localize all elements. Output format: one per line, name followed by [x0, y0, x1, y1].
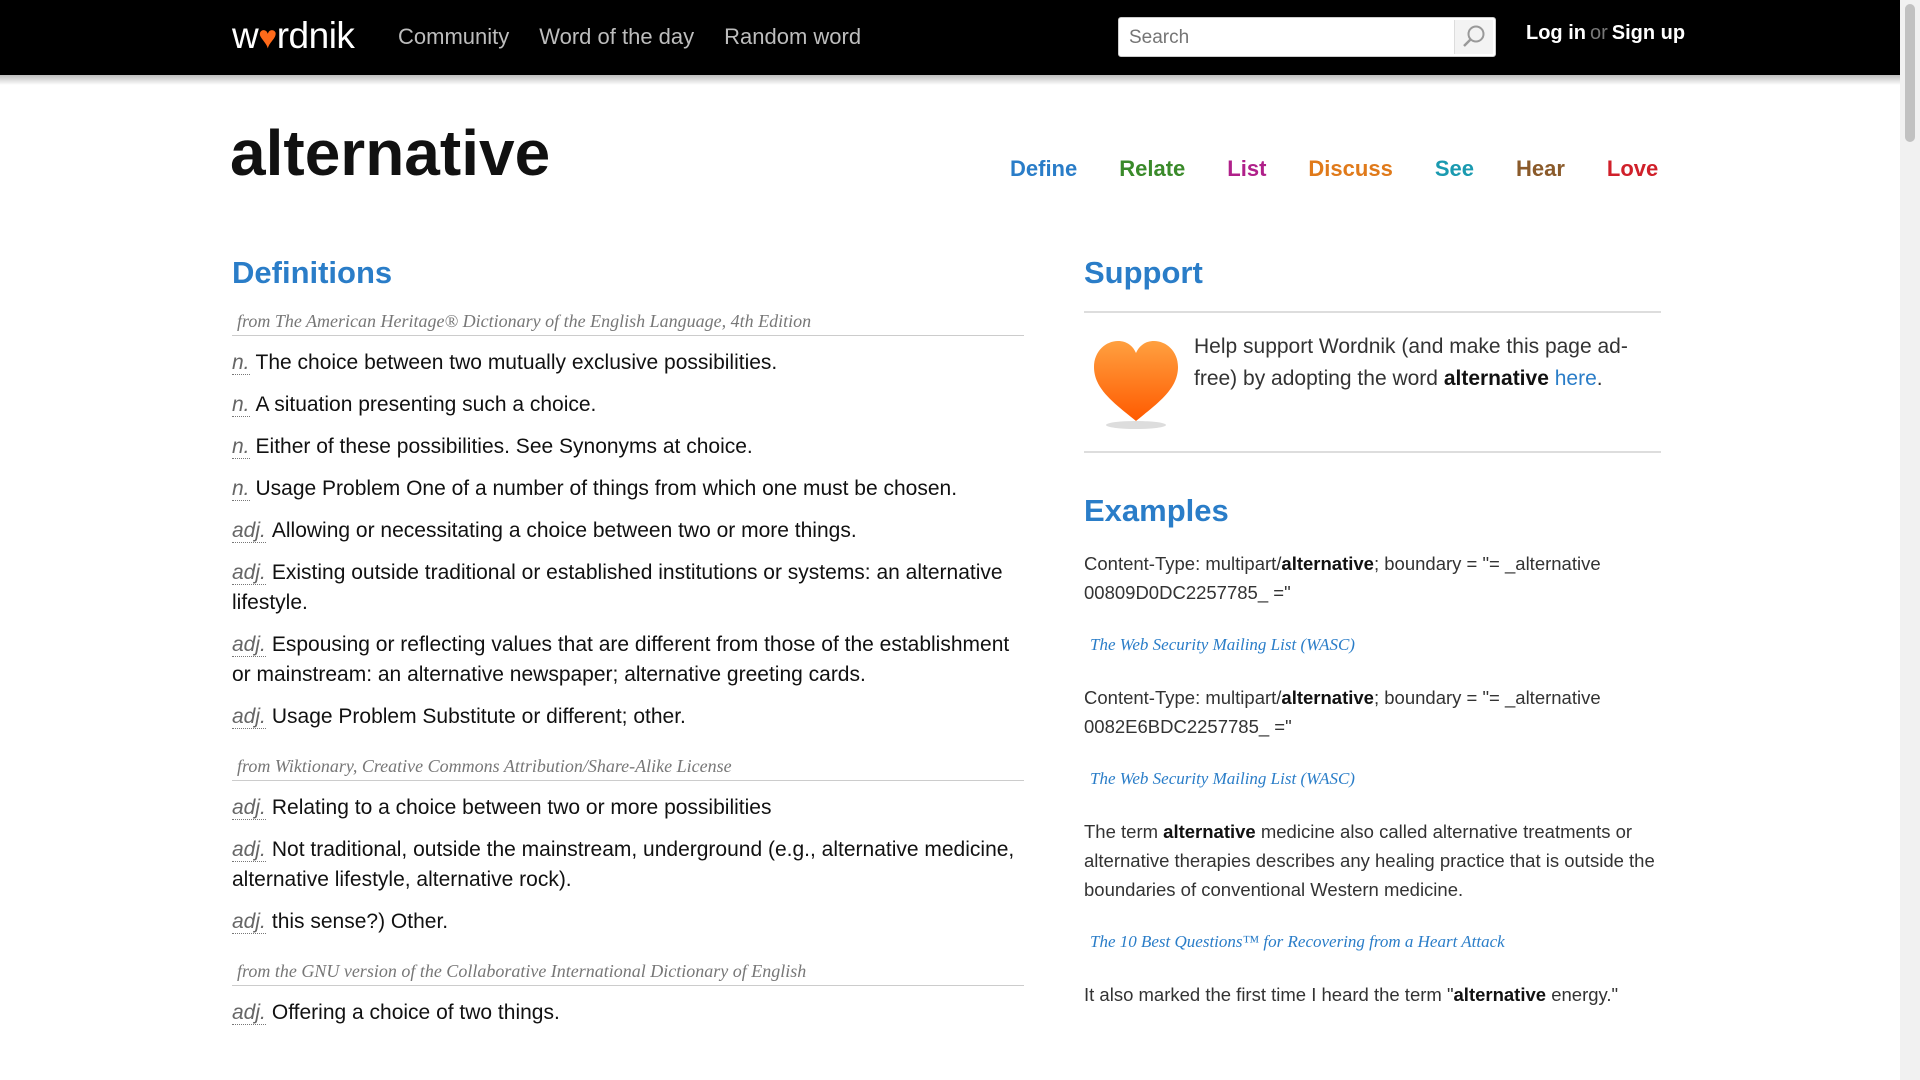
- example-text: [1084, 980, 1661, 1009]
- auth-or: or: [1589, 22, 1608, 44]
- definition-source: from the GNU version of the Collaborative International Dictionary of English: [232, 961, 1024, 986]
- support-text: [1194, 331, 1661, 431]
- definition-item: [232, 474, 1024, 504]
- example-before: The term: [1084, 821, 1164, 842]
- tab-relate[interactable]: Relate: [1119, 156, 1186, 181]
- part-of-speech[interactable]: n.: [232, 351, 250, 374]
- example-source-link[interactable]: The Web Security Mailing List (WASC): [1090, 769, 1355, 788]
- example-source-link[interactable]: The 10 Best Questions™ for Recovering from a Heart Attack: [1090, 932, 1505, 951]
- search-button[interactable]: [1454, 20, 1493, 54]
- nav-community[interactable]: Community: [398, 24, 510, 49]
- part-of-speech[interactable]: n.: [232, 393, 250, 416]
- part-of-speech[interactable]: adj.: [232, 838, 266, 861]
- support-message: Help support Wordnik (and make this page ad-free) by adopting the word: [1194, 335, 1628, 390]
- search-icon: [1461, 24, 1487, 50]
- example-after: ; boundary = "= _alternative 0082E6BDC2257785_ =": [1084, 687, 1601, 737]
- definition-text: Either of these possibilities. See Synonyms at choice.: [255, 435, 753, 458]
- definition-item: [232, 793, 1024, 823]
- example-source-link[interactable]: The Web Security Mailing List (WASC): [1090, 635, 1355, 654]
- tab-list[interactable]: List: [1227, 156, 1267, 181]
- example-text: [1084, 683, 1661, 741]
- part-of-speech[interactable]: n.: [232, 435, 250, 458]
- part-of-speech[interactable]: adj.: [232, 1001, 266, 1024]
- sidebar-column: [1084, 255, 1661, 1037]
- definition-source: from Wiktionary, Creative Commons Attribution/Share-Alike License: [232, 756, 1024, 781]
- tab-define[interactable]: Define: [1010, 156, 1078, 181]
- definition-item: [232, 907, 1024, 937]
- example-word: alternative: [1281, 553, 1374, 574]
- logo-text-start: w: [232, 15, 259, 56]
- tab-see[interactable]: See: [1434, 156, 1474, 181]
- part-of-speech[interactable]: adj.: [232, 633, 266, 656]
- nav-word-of-the-day[interactable]: Word of the day: [539, 24, 695, 49]
- signup-link[interactable]: Sign up: [1611, 22, 1686, 44]
- tab-discuss[interactable]: Discuss: [1308, 156, 1393, 181]
- top-navigation-bar: [0, 0, 1900, 75]
- login-link[interactable]: Log in: [1526, 22, 1586, 44]
- support-word: alternative: [1443, 367, 1549, 390]
- example-text: [1084, 817, 1661, 904]
- definition-text: Espousing or reflecting values that are different from those of the establishment or mainstream: an alternative newspaper; alternative greeting cards.: [232, 633, 1010, 686]
- word-tabs: [1010, 156, 1658, 182]
- tab-love[interactable]: Love: [1606, 156, 1659, 181]
- scrollbar-thumb[interactable]: [1905, 4, 1915, 142]
- definition-text: The choice between two mutually exclusive possibilities.: [255, 351, 778, 374]
- support-box: [1084, 311, 1661, 453]
- definition-item: [232, 432, 1024, 462]
- definition-group: [232, 311, 1024, 732]
- heart-icon: [1084, 331, 1194, 431]
- part-of-speech[interactable]: adj.: [232, 561, 266, 584]
- definition-item: [232, 630, 1024, 690]
- auth-links: [1526, 22, 1685, 45]
- definition-text: Usage Problem Substitute or different; other.: [271, 705, 686, 728]
- wordnik-logo[interactable]: [232, 16, 354, 56]
- definition-text: A situation presenting such a choice.: [255, 393, 597, 416]
- definition-item: [232, 516, 1024, 546]
- page-scrollbar[interactable]: [1900, 0, 1920, 1080]
- part-of-speech[interactable]: adj.: [232, 705, 266, 728]
- search-input[interactable]: [1127, 22, 1451, 54]
- logo-heart-icon: ♥: [258, 19, 277, 55]
- definition-text: Relating to a choice between two or more possibilities: [271, 796, 772, 819]
- example-after: medicine also called alternative treatments or alternative therapies describes any healing practice that is outside the boundaries of conventional Western medicine.: [1084, 821, 1655, 900]
- definition-text: Existing outside traditional or established institutions or systems: an alternative lifestyle.: [232, 561, 1003, 614]
- definition-text: Allowing or necessitating a choice between two or more things.: [271, 519, 857, 542]
- example-after: energy.": [1546, 984, 1619, 1005]
- nav-random-word[interactable]: Random word: [724, 24, 862, 49]
- definition-text: Offering a choice of two things.: [271, 1001, 560, 1024]
- adopt-word-link[interactable]: here: [1554, 367, 1597, 390]
- page-title: alternative: [230, 117, 551, 189]
- definition-item: [232, 998, 1024, 1028]
- definition-item: [232, 558, 1024, 618]
- example-before: Content-Type: multipart/: [1084, 553, 1282, 574]
- part-of-speech[interactable]: adj.: [232, 519, 266, 542]
- tab-hear[interactable]: Hear: [1515, 156, 1565, 181]
- logo-text-end: rdnik: [276, 15, 355, 56]
- main-nav: [398, 24, 861, 50]
- definition-item: [232, 390, 1024, 420]
- part-of-speech[interactable]: adj.: [232, 796, 266, 819]
- support-period: .: [1596, 367, 1603, 390]
- header-shadow: [0, 75, 1900, 85]
- definition-source: from The American Heritage® Dictionary of the English Language, 4th Edition: [232, 311, 1024, 336]
- example-text: [1084, 549, 1661, 607]
- definition-group: [232, 961, 1024, 1028]
- definition-item: [232, 348, 1024, 378]
- definition-group: [232, 756, 1024, 937]
- example-word: alternative: [1281, 687, 1374, 708]
- example-before: It also marked the first time I heard the term ": [1084, 984, 1454, 1005]
- search-box: [1118, 17, 1496, 57]
- part-of-speech[interactable]: n.: [232, 477, 250, 500]
- definition-text: Usage Problem One of a number of things from which one must be chosen.: [255, 477, 958, 500]
- example-word: alternative: [1453, 984, 1547, 1005]
- example-word: alternative: [1163, 821, 1256, 842]
- example-after: ; boundary = "= _alternative 00809D0DC2257785_ =": [1084, 553, 1601, 603]
- definition-text: this sense?) Other.: [271, 910, 449, 933]
- examples-heading: Examples: [1084, 493, 1229, 528]
- definition-item: [232, 702, 1024, 732]
- part-of-speech[interactable]: adj.: [232, 910, 266, 933]
- definition-text: Not traditional, outside the mainstream, underground (e.g., alternative medicine, alternative lifestyle, alternative rock).: [232, 838, 1015, 891]
- definitions-heading: Definitions: [232, 255, 393, 290]
- example-before: Content-Type: multipart/: [1084, 687, 1282, 708]
- definitions-section: [232, 255, 1024, 1052]
- definition-item: [232, 835, 1024, 895]
- support-heading: Support: [1084, 255, 1203, 290]
